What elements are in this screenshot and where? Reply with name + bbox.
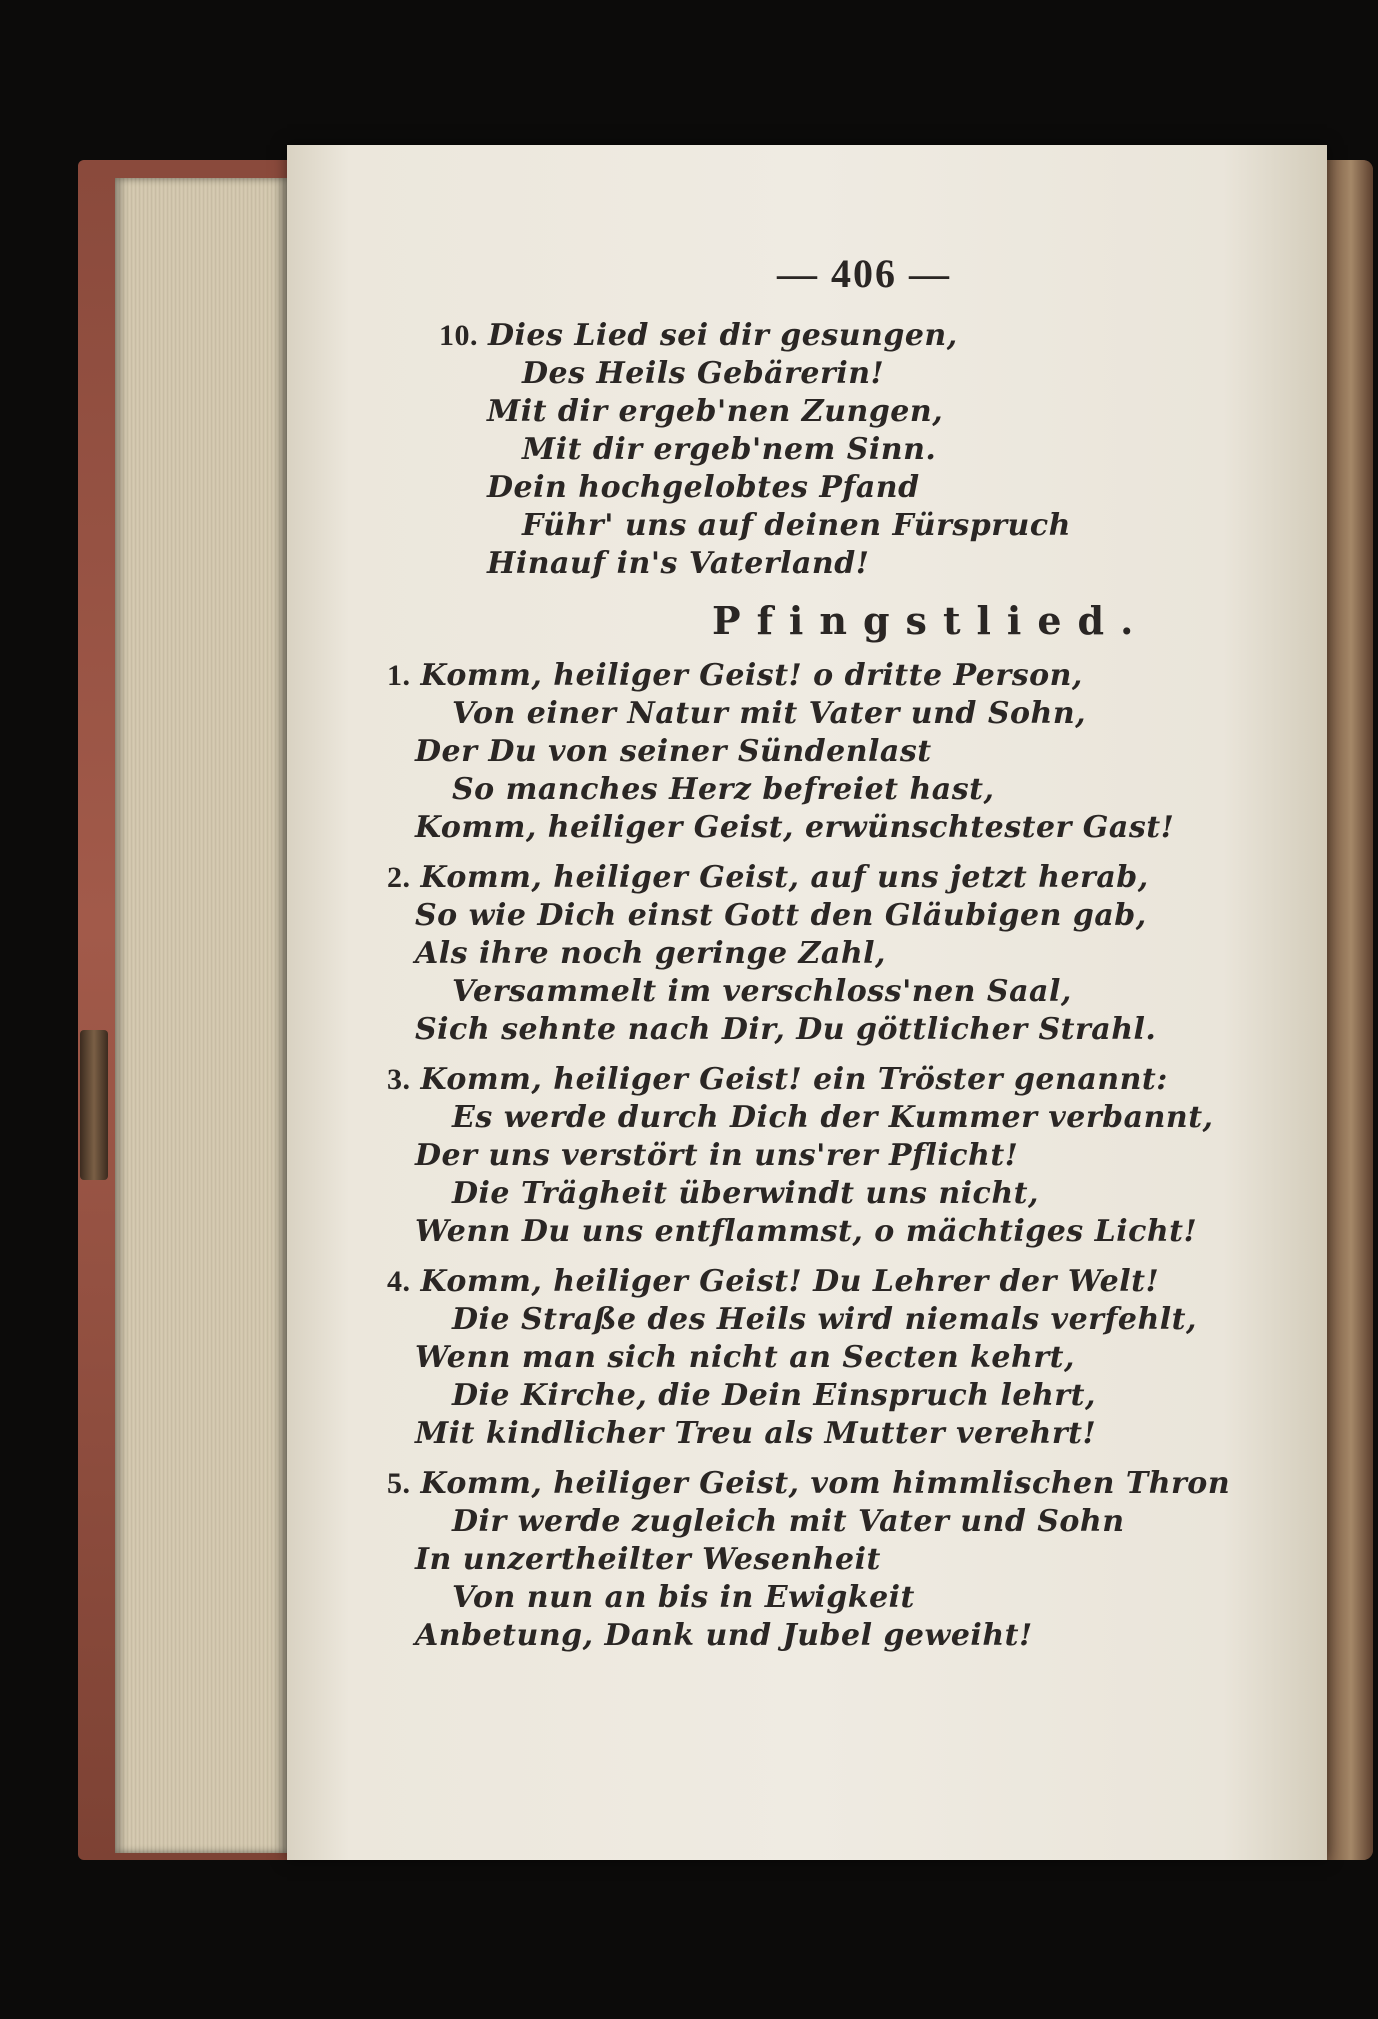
stanza-5-line-1: 5. Komm, heiliger Geist, vom himmlischen Thron	[387, 1466, 1231, 1501]
stanza-1-line-4: So manches Herz befreiet hast,	[452, 772, 995, 807]
verse-10-line-1: 10. Dies Lied sei dir gesungen,	[439, 318, 958, 353]
page-stack	[115, 178, 287, 1853]
verse-10-line-6: Führ' uns auf deinen Fürspruch	[522, 508, 1071, 543]
stanza-2-line-4: Versammelt im verschloss'nen Saal,	[452, 974, 1072, 1009]
verse-10-line-7: Hinauf in's Vaterland!	[487, 546, 870, 581]
stanza-2-line-5: Sich sehnte nach Dir, Du göttlicher Strahl.	[415, 1012, 1157, 1047]
stanza-number: 1.	[387, 659, 411, 692]
stanza-1-line-1: 1. Komm, heiliger Geist! o dritte Person,	[387, 658, 1083, 693]
stanza-3-line-1: 3. Komm, heiliger Geist! ein Tröster genannt:	[387, 1062, 1168, 1097]
stanza-4-line-4: Die Kirche, die Dein Einspruch lehrt,	[452, 1378, 1096, 1413]
verse-number: 10.	[439, 319, 478, 352]
stanza-number: 3.	[387, 1063, 411, 1096]
verse-10-line-2: Des Heils Gebärerin!	[522, 356, 885, 391]
stanza-5-line-5: Anbetung, Dank und Jubel geweiht!	[415, 1618, 1033, 1653]
section-title: Pfingstlied.	[712, 598, 1150, 643]
verse-10-line-3: Mit dir ergeb'nen Zungen,	[487, 394, 944, 429]
stanza-5-line-3: In unzertheilter Wesenheit	[415, 1542, 881, 1577]
stanza-1-line-3: Der Du von seiner Sündenlast	[415, 734, 932, 769]
page-number: — 406 —	[777, 251, 951, 296]
stanza-3-line-4: Die Trägheit überwindt uns nicht,	[452, 1176, 1039, 1211]
stanza-4-line-1: 4. Komm, heiliger Geist! Du Lehrer der Welt!	[387, 1264, 1160, 1299]
stanza-1-line-5: Komm, heiliger Geist, erwünschtester Gast!	[415, 810, 1175, 845]
book-clasp	[80, 1030, 108, 1180]
stanza-5-line-2: Dir werde zugleich mit Vater und Sohn	[452, 1504, 1125, 1539]
stanza-4-line-5: Mit kindlicher Treu als Mutter verehrt!	[415, 1416, 1097, 1451]
stanza-2-line-1: 2. Komm, heiliger Geist, auf uns jetzt herab,	[387, 860, 1149, 895]
stanza-1-line-2: Von einer Natur mit Vater und Sohn,	[452, 696, 1087, 731]
stanza-5-line-4: Von nun an bis in Ewigkeit	[452, 1580, 915, 1615]
stanza-3-line-3: Der uns verstört in uns'rer Pflicht!	[415, 1138, 1019, 1173]
stanza-4-line-3: Wenn man sich nicht an Secten kehrt,	[415, 1340, 1075, 1375]
page-text	[287, 145, 1327, 1860]
stanza-3-line-5: Wenn Du uns entflammst, o mächtiges Licht!	[415, 1214, 1198, 1249]
verse-10-line-4: Mit dir ergeb'nem Sinn.	[522, 432, 937, 467]
stanza-2-line-2: So wie Dich einst Gott den Gläubigen gab,	[415, 898, 1147, 933]
stanza-number: 4.	[387, 1265, 411, 1298]
verse-10-line-5: Dein hochgelobtes Pfand	[487, 470, 920, 505]
stanza-number: 5.	[387, 1467, 411, 1500]
stanza-4-line-2: Die Straße des Heils wird niemals verfehlt,	[452, 1302, 1197, 1337]
stanza-3-line-2: Es werde durch Dich der Kummer verbannt,	[452, 1100, 1214, 1135]
stanza-number: 2.	[387, 861, 411, 894]
book-page	[287, 145, 1327, 1860]
stanza-2-line-3: Als ihre noch geringe Zahl,	[415, 936, 886, 971]
